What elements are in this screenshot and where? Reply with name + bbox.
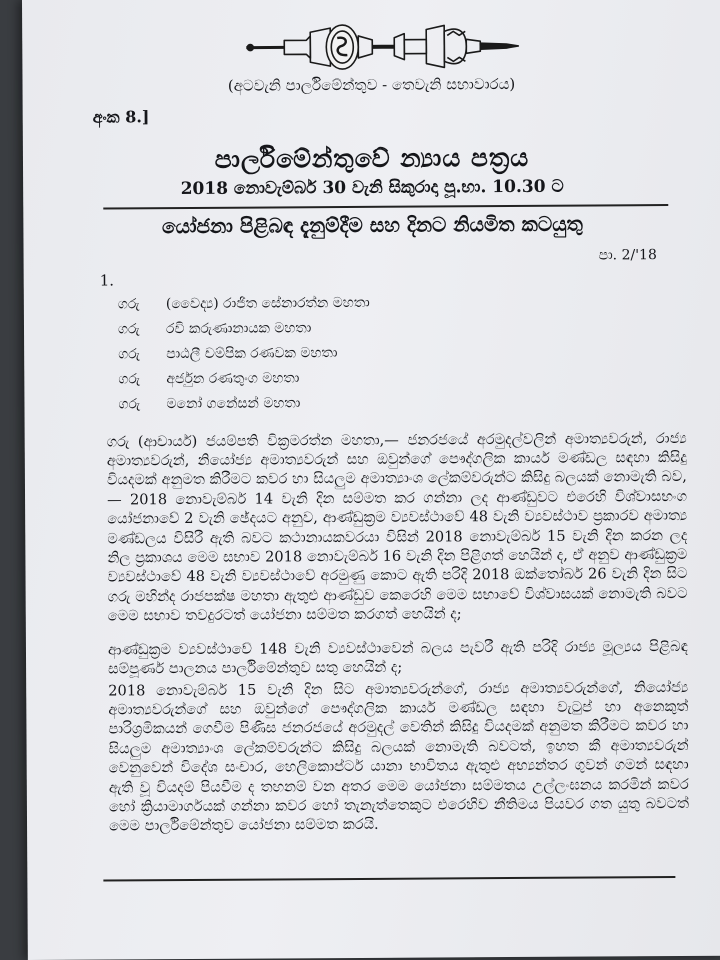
member-name: (වෛද්‍ය) රාජිත සේනාරත්න මහතා <box>165 294 370 313</box>
motion-paragraph: 2018 නොවැම්බර් 15 වැනි දින සිට අමාත්‍යවරුන්ගේ, රාජ්‍ය අමාත්‍යවරුන්ගේ, නියෝජ්‍ය අමාත්‍යවරුන්ගේ සහ ඔවුන්ගේ පෞද්ගලික කාර්ය මණ්ඩල සඳහා වැටුප් හා අනෙකුත් පාරිශ්‍රමිකයන් ගෙවීම පිණිස ජනරජයේ අරමුදල් වෙතින් කිසිදු වියදමක් අනුමත කිරීමට කවර හා සියලුම අමාත්‍යාංශ ලේකම්වරුන්ට කිසිදු බලයක් නොමැති බවටත්, ඉහත කී අමාත්‍යවරුන් වෙනුවෙන් විදේශ සංචාර, හෙලිකොප්ටර් යානා භාවිතය ඇතුළු අභ්‍යන්තර ගුවන් ගමන් සඳහා ඇති වූ වියදම් පියවීම ද තහනම් වන අතර මෙම යෝජනා සම්මතය උල්ලංඝනය කරමින් කවර හෝ ක්‍රියාමාර්ගයක් ගන්නා කවර හෝ තැනැත්තෙකුට එරෙහිව නීතිමය පියවර ගත යුතු බවටත් මෙම පාර්ලිමේන්තුව යෝජනා සම්මත කරයි. <box>108 678 689 835</box>
order-paper-page <box>22 0 720 960</box>
sitting-date: 2018 නොවැම්බර් 30 වැනි සිකුරාදා පූ.භා. 10.30 ට <box>180 176 564 200</box>
member-name: පාඨලී චම්පික රණවක මහතා <box>166 345 338 363</box>
member-name: අර්ජුන රණතුංග මහතා <box>166 370 300 388</box>
header-divider <box>103 204 668 209</box>
member-honorific: ගරු <box>117 296 140 313</box>
member-honorific: ගරු <box>118 371 141 388</box>
motion-paragraph: ගරු (ආචාර්ය) ජයම්පති වික්‍රමරත්න මහතා,— ජනරජයේ අරමුදල්වලින් අමාත්‍යවරුන්, රාජ්‍ය අමාත්‍යවරුන්, නියෝජ්‍ය අමාත්‍යවරුන් සහ ඔවුන්ගේ පෞද්ගලික කාර්ය මණ්ඩල සඳහා කිසිදු වියදමක් අනුමත කිරීමට කවර හා සියලුම අමාත්‍යාංශ ලේකම්වරුන්ට කිසිදු බලයක් නොමැති බව,— 2018 නොවැම්බර් 14 වැනි දින සම්මත කර ගන්නා ලද ආණ්ඩුවට එරෙහි විශ්වාසභංග යෝජනාවේ 2 වැනි ඡේදයට අනුව, ආණ්ඩුක්‍රම ව්‍යවස්ථාවේ 48 වැනි ව්‍යවස්ථාව ප්‍රකාරව අමාත්‍ය මණ්ඩලය විසිරී ඇති බවට කථානායකවරයා විසින් 2018 නොවැම්බර් 15 වැනි දින කරන ලද නිල ප්‍රකාශය මෙම සභාව 2018 නොවැම්බර් 16 වැනි දින පිළිගත් හෙයින් ද, ඒ අනුව ආණ්ඩුක්‍රම ව්‍යවස්ථාවේ 48 වැනි ව්‍යවස්ථාවේ අරමුණු කොට ඇති පරිදි 2018 ඔක්තෝබර් 26 වැනි දින සිට ගරු මහින්ද රාජපක්ෂ මහතා ඇතුළු ආණ්ඩුව කෙරෙහි මෙම සභාවේ විශ්වාසයක් නොමැති බවට මෙම සභාව තවදුරටත් යෝජනා සම්මත කරගත් හෙයින් ද; <box>106 429 688 625</box>
member-honorific: ගරු <box>118 396 141 413</box>
section-heading: යෝජනා පිළිබඳ දැනුම්දීම සහ දිනට නියමිත කටයුතු <box>161 211 583 239</box>
reference-number: පා. 2/'18 <box>598 247 657 264</box>
member-honorific: ගරු <box>117 321 140 338</box>
parliament-mace-icon <box>244 17 520 77</box>
item-number: 1. <box>99 271 115 290</box>
member-honorific: ගරු <box>118 346 140 363</box>
member-name: රවි කරුණානායක මහතා <box>165 320 312 338</box>
motion-paragraph: ආණ්ඩුක්‍රම ව්‍යවස්ථාවේ 148 වැනි ව්‍යවස්ථාවෙන් බලය පැවරී ඇති පරිදි රාජ්‍ය මූල්‍යය පිළිබඳ සම්පූර්ණ පාලනය පාර්ලිමේන්තුව සතු හෙයින් ද; <box>107 637 689 678</box>
parliament-session-line: (අටවැනි පාර්ලිමේන්තුව - තෙවැනි සභාවාරය) <box>227 74 516 95</box>
issue-number: අංක 8.] <box>92 107 150 127</box>
member-name: මනෝ ගනේසන් මහතා <box>166 395 301 413</box>
page-title: පාර්ලිමේන්තුවේ න්‍යාය පත්‍රය <box>214 142 530 174</box>
footer-divider <box>103 876 675 881</box>
